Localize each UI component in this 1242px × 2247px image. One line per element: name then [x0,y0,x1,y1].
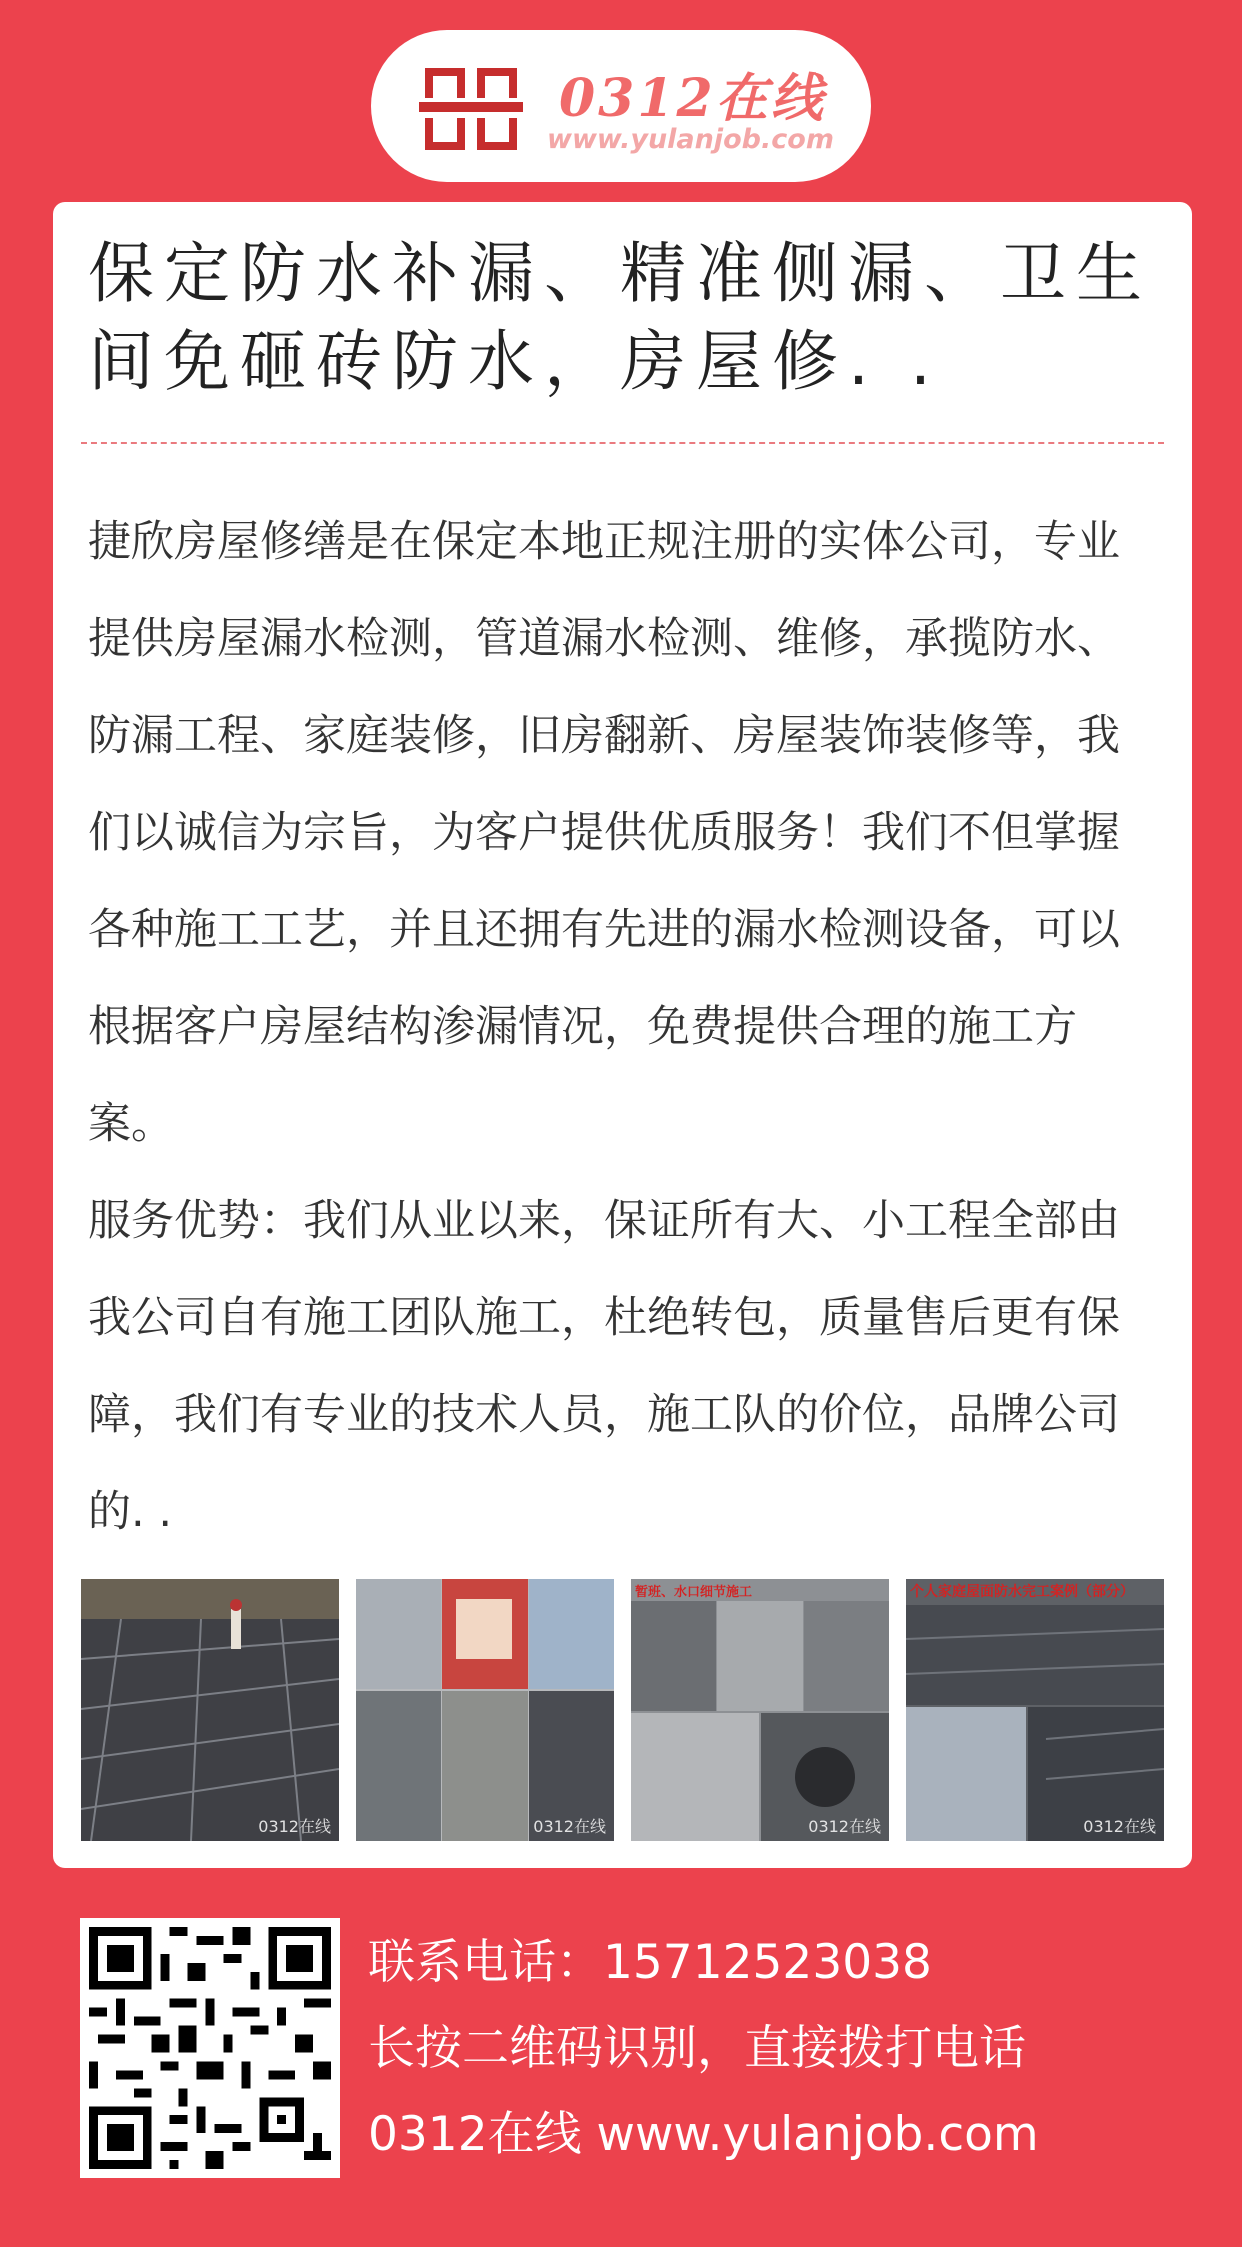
article-title: 保定防水补漏、精准侧漏、卫生间免砸砖防水，房屋修. . [88,235,1152,400]
body-paragraph-intro: 捷欣房屋修缮是在保定本地正规注册的实体公司，专业提供房屋漏水检测，管道漏水检测、维修，承揽防水、防漏工程、家庭装修，旧房翻新、房屋装饰装修等，我们以诚信为宗旨，为客户提供优质服务！我们不但掌握各种施工工艺，并且还拥有先进的漏水检测设备，可以根据客户房屋结构渗漏情况，免费提供合理的施工方案。 [88,517,1120,1149]
logo-badge [371,30,871,182]
dashed-divider [81,442,1164,444]
photo-drain-details[interactable] [631,1579,889,1841]
photo-caption: 暂班、水口细节施工 [635,1585,753,1600]
article-card [53,202,1192,1868]
photo-watermark: 0312在线 [533,1817,606,1836]
contact-phone[interactable]: 联系电话：15712523038 [368,1935,932,1990]
photo-caption: 个人家庭屋面防水完工案例（部分） [910,1584,1134,1600]
body-paragraph-advantages: 服务优势：我们从业以来，保证所有大、小工程全部由我公司自有施工团队施工，杜绝转包，质量售后更有保障，我们有专业的技术人员，施工队的价位，品牌公司的. . [88,1196,1120,1537]
photo-rooftop-membrane[interactable] [81,1579,339,1841]
contact-hint: 长按二维码识别，直接拨打电话 [368,2021,1026,2076]
contact-site[interactable]: 0312在线 www.yulanjob.com [368,2107,1039,2162]
logo-name: 0312在线 [559,68,826,129]
photo-strip [81,1579,1164,1841]
photo-watermark: 0312在线 [808,1817,881,1836]
photo-watermark: 0312在线 [258,1817,331,1836]
contact-info [368,1920,1039,2178]
photo-watermark: 0312在线 [1083,1817,1156,1836]
qr-code-icon [80,1918,340,2178]
logo-url: www.yulanjob.com [547,124,834,155]
photo-roof-cases[interactable] [906,1579,1164,1841]
logo-mark-icon [419,62,523,154]
photo-company-collage[interactable] [356,1579,614,1841]
qr-code[interactable] [80,1918,340,2178]
